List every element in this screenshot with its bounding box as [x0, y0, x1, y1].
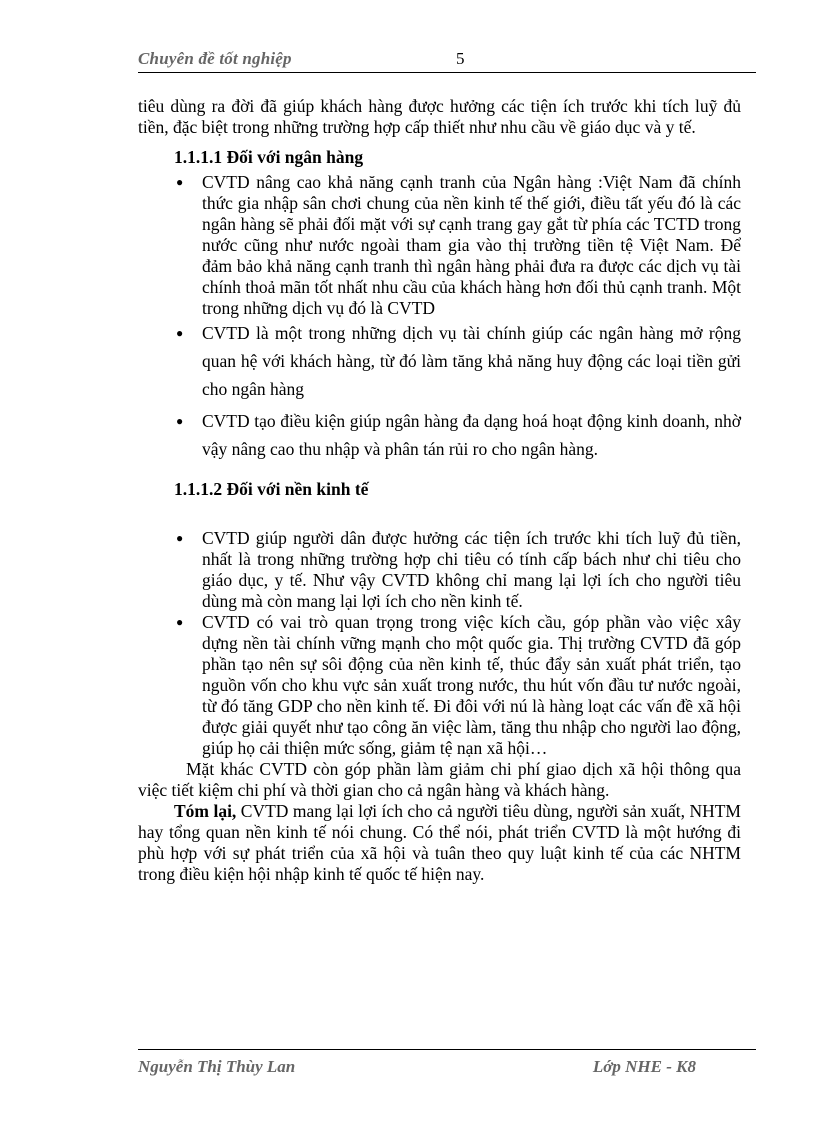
bullet-icon: ●: [176, 531, 184, 545]
list-item-text: CVTD có vai trò quan trọng trong việc kích cầu, góp phần vào việc xây dựng nền tài chính vững mạnh cho một quốc gia. Thị trường CVTD đã góp phần tạo nên sự sôi động của nền kinh tế, thúc đẩy sản xuất phát triển, tạo nguồn vốn cho khu vực sản xuất trong nước, thu hút vốn đầu tư nước ngoài, từ đó tăng GDP cho nền kinh tế. Đi đôi với nú là hàng loạt các vấn đề xã hội được giải quyết như tạo công ăn việc làm, tăng thu nhập cho người lao động, giúp họ cải thiện mức sống, giảm tệ nạn xã hội…: [202, 612, 741, 758]
economy-benefits-list: [138, 528, 741, 759]
list-item: [138, 612, 741, 759]
list-item: [138, 172, 741, 319]
bullet-icon: ●: [176, 414, 184, 428]
list-item-text: CVTD tạo điều kiện giúp ngân hàng đa dạng hoá hoạt động kinh doanh, nhờ vậy nâng cao thu nhập và phân tán rủi ro cho ngân hàng.: [202, 411, 741, 459]
conclusion-text: CVTD mang lại lợi ích cho cả người tiêu dùng, người sản xuất, NHTM hay tổng quan nền kinh tế nói chung. Có thể nói, phát triển CVTD là một hướng đi phù hợp với sự phát triển của xã hội và tuân theo quy luật kinh tế của các NHTM trong điều kiện hội nhập kinh tế quốc tế hiện nay.: [138, 801, 741, 884]
section-heading-bank: 1.1.1.1 Đối với ngân hàng: [174, 147, 364, 167]
page-footer: [138, 1049, 756, 1080]
list-item-text: CVTD là một trong những dịch vụ tài chính giúp các ngân hàng mở rộng quan hệ với khách hàng, từ đó làm tăng khả năng huy động các loại tiền gửi cho ngân hàng: [202, 323, 741, 399]
bank-benefits-list: [138, 172, 741, 463]
list-item-text: CVTD giúp người dân được hưởng các tiện ích trước khi tích luỹ đủ tiền, nhất là trong những trường hợp chi tiêu có tính cấp bách như chi tiêu cho giáo dục, y tế. Như vậy CVTD không chỉ mang lại lợi ích cho người tiêu dùng mà còn mang lại lợi ích cho nền kinh tế.: [202, 528, 741, 611]
header-title: Chuyên đề tốt nghiệp: [138, 49, 292, 68]
footer-class: Lớp NHE - K8: [592, 1057, 696, 1076]
conclusion-paragraph: [138, 801, 741, 885]
intro-paragraph: tiêu dùng ra đời đã giúp khách hàng được hưởng các tiện ích trước khi tích luỹ đủ tiền, đặc biệt trong những trường hợp cấp thiết như nhu cầu về giáo dục và y tế.: [138, 96, 741, 137]
page-header: [138, 48, 756, 73]
list-item-text: CVTD nâng cao khả năng cạnh tranh của Ngân hàng :Việt Nam đã chính thức gia nhập sân chơi chung của nền kinh tế thế giới, điều tất yếu đó là các ngân hàng sẽ phải đối mặt với sự cạnh trang gay gắt từ phía các TCTD trong nước cũng như nước ngoài tham gia vào thị trường tiền tệ Việt Nam. Để đảm bảo khả năng cạnh tranh thì ngân hàng phải đưa ra được các dịch vụ tài chính thoả mãn tốt nhất nhu cầu của khách hàng hơn đối thủ cạnh tranh. Một trong những dịch vụ đó là CVTD: [202, 172, 741, 318]
bullet-icon: ●: [176, 175, 184, 189]
list-item: [138, 528, 741, 612]
page-number: 5: [456, 49, 465, 68]
section-heading-economy: 1.1.1.2 Đối với nền kinh tế: [174, 479, 369, 499]
bullet-icon: ●: [176, 326, 184, 340]
conclusion-lead: Tóm lại,: [174, 801, 237, 821]
list-item: [138, 407, 741, 463]
footer-author: Nguyễn Thị Thùy Lan: [138, 1057, 296, 1076]
list-item: [138, 319, 741, 403]
document-body: [138, 96, 741, 885]
paragraph-transaction-cost: Mặt khác CVTD còn góp phần làm giảm chi phí giao dịch xã hội thông qua việc tiết kiệm chi phí và thời gian cho cả ngân hàng và khách hàng.: [138, 759, 741, 800]
bullet-icon: ●: [176, 615, 184, 629]
